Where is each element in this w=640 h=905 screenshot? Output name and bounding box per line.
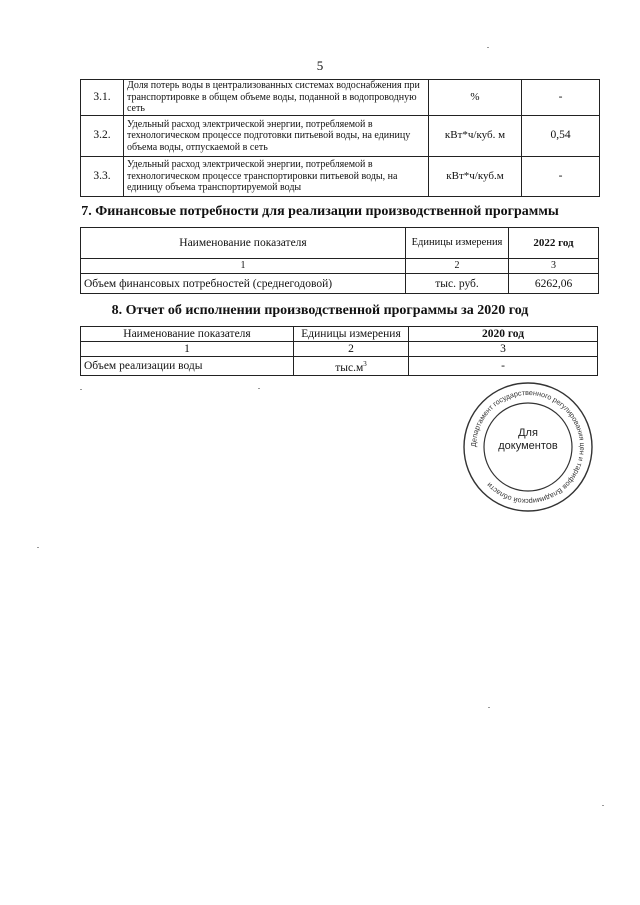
row-number: 3.2.	[81, 116, 124, 157]
column-number: 1	[81, 259, 406, 274]
water-sales-unit	[294, 357, 409, 376]
scan-speck	[37, 547, 39, 548]
table-row	[81, 80, 600, 116]
table-row	[81, 357, 598, 376]
table-row	[81, 116, 600, 157]
indicator-unit: %	[429, 80, 522, 116]
header-year: 2020 год	[409, 327, 598, 342]
indicator-unit: кВт*ч/куб. м	[429, 116, 522, 157]
indicator-value: -	[522, 80, 600, 116]
indicator-name: Удельный расход электрической энергии, потребляемой в технологическом процессе подготовки питьевой воды, на единицу объема воды, отпускаемой в сеть	[124, 116, 429, 157]
water-sales-name: Объем реализации воды	[81, 357, 294, 376]
financial-needs-table	[80, 227, 599, 294]
section-8-heading: 8. Отчет об исполнении производственной программы за 2020 год	[111, 303, 529, 318]
column-number: 2	[406, 259, 509, 274]
program-report-table	[80, 326, 598, 376]
column-number: 3	[409, 342, 598, 357]
page-number: 5	[316, 58, 324, 73]
seal-ring-text: Департамент государственного регулирования цен и тарифов Владимирской области	[468, 387, 588, 507]
column-number-row	[81, 342, 598, 357]
header-name: Наименование показателя	[81, 327, 294, 342]
scan-speck	[258, 388, 260, 389]
unit-superscript: 3	[363, 360, 367, 368]
indicator-name: Удельный расход электрической энергии, потребляемой в технологическом процессе транспортировки питьевой воды, на единицу объема транспортируемой воды	[124, 157, 429, 197]
financial-needs-unit: тыс. руб.	[406, 274, 509, 294]
seal-center-line2: документов	[498, 440, 558, 452]
water-sales-value: -	[409, 357, 598, 376]
scan-speck	[602, 805, 604, 806]
scan-speck	[488, 707, 490, 708]
financial-needs-value: 6262,06	[509, 274, 599, 294]
unit-text: тыс.м	[335, 361, 364, 374]
table-row	[81, 157, 600, 197]
header-unit: Единицы измерения	[406, 228, 509, 259]
column-number-row	[81, 259, 599, 274]
column-number: 1	[81, 342, 294, 357]
indicator-name: Доля потерь воды в централизованных системах водоснабжения при транспортировке в общем объеме воды, поданной в водопроводную сеть	[124, 80, 429, 116]
indicator-unit: кВт*ч/куб.м	[429, 157, 522, 197]
indicator-value: 0,54	[522, 116, 600, 157]
indicators-table	[80, 79, 600, 197]
column-number: 3	[509, 259, 599, 274]
column-number: 2	[294, 342, 409, 357]
section-7-heading: 7. Финансовые потребности для реализации производственной программы	[81, 204, 559, 219]
header-name: Наименование показателя	[81, 228, 406, 259]
table-header-row	[81, 228, 599, 259]
row-number: 3.1.	[81, 80, 124, 116]
table-row	[81, 274, 599, 294]
scan-speck	[487, 47, 489, 48]
table-header-row	[81, 327, 598, 342]
scan-speck	[80, 389, 82, 390]
header-year: 2022 год	[509, 228, 599, 259]
seal-center-line1: Для	[518, 427, 538, 439]
row-number: 3.3.	[81, 157, 124, 197]
header-unit: Единицы измерения	[294, 327, 409, 342]
financial-needs-name: Объем финансовых потребностей (среднегодовой)	[81, 274, 406, 294]
indicator-value: -	[522, 157, 600, 197]
